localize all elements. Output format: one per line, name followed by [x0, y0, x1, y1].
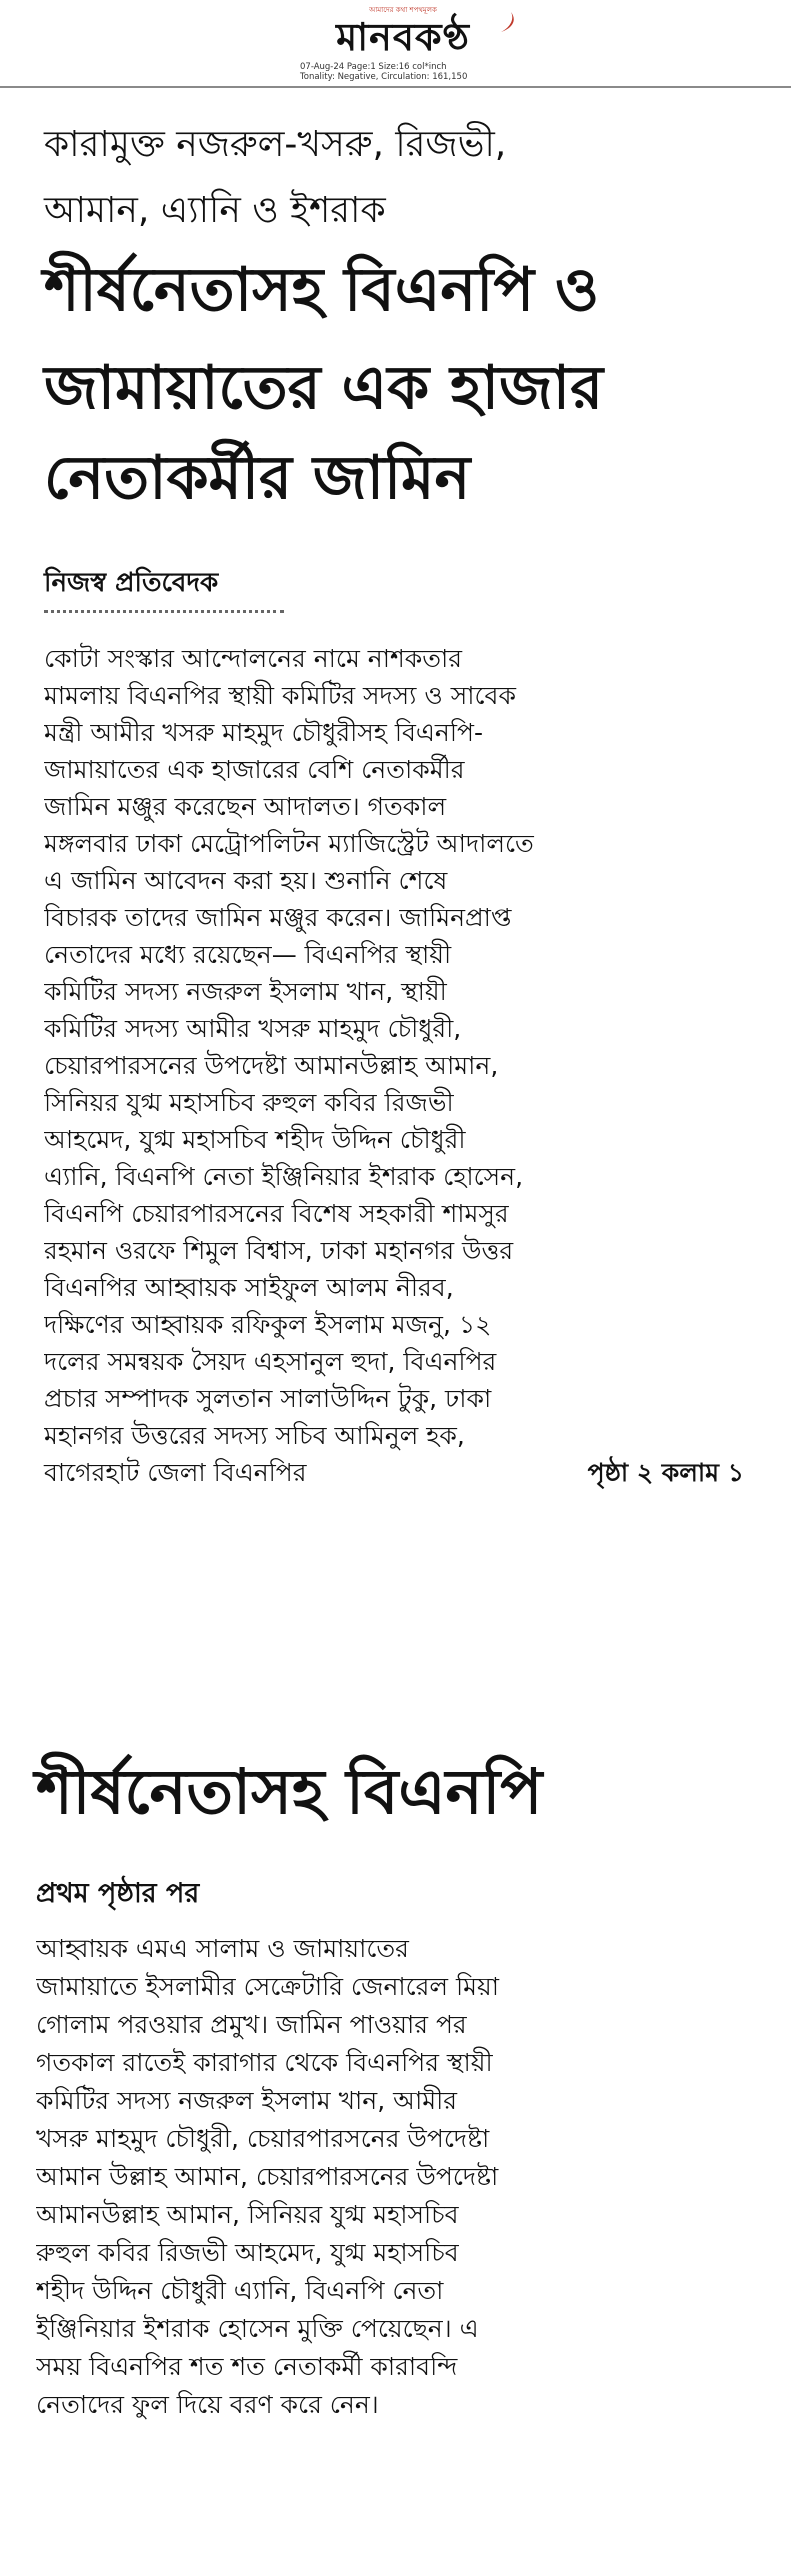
body-last-line-text: বাগেরহাট জেলা বিএনপির: [44, 1458, 307, 1487]
continuation-body-line: খসরু মাহমুদ চৌধুরী, চেয়ারপারসনের উপদেষ্টা: [36, 2124, 490, 2153]
byline: নিজস্ব প্রতিবেদক: [44, 568, 219, 598]
headline-line-3: নেতাকর্মীর জামিন: [44, 443, 471, 513]
continuation-body-line: জামায়াতে ইসলামীর সেক্রেটারি জেনারেল মিয়া: [36, 1972, 499, 2001]
headline-line-2: জামায়াতের এক হাজার: [44, 353, 604, 423]
body-line: আহমেদ, যুগ্ম মহাসচিব শহীদ উদ্দিন চৌধুরী: [44, 1125, 466, 1154]
body-line: কোটা সংস্কার আন্দোলনের নামে নাশকতার: [44, 644, 463, 673]
body-line: সিনিয়র যুগ্ম মহাসচিব রুহুল কবির রিজভী: [44, 1088, 454, 1117]
body-line: মামলায় বিএনপির স্থায়ী কমিটির সদস্য ও সাবেক: [44, 681, 516, 710]
logo-swoosh-icon: [497, 10, 519, 36]
body-line: জামিন মঞ্জুর করেছেন আদালত। গতকাল: [44, 792, 447, 821]
clipping-meta-page: 07-Aug-24 Page:1 Size:16 col*inch: [300, 62, 447, 72]
body-line: মঙ্গলবার ঢাকা মেট্রোপলিটন ম্যাজিস্ট্রেট আদালতে: [44, 829, 534, 858]
continuation-subhead: প্রথম পৃষ্ঠার পর: [36, 1878, 200, 1909]
continuation-body-line: আহ্বায়ক এমএ সালাম ও জামায়াতের: [36, 1934, 409, 1963]
newspaper-logo: [283, 6, 523, 62]
body-line: রহমান ওরফে শিমুল বিশ্বাস, ঢাকা মহানগর উত্তর: [44, 1236, 514, 1265]
logo-tagline: আমাদের কথা শপথমূলক: [369, 6, 437, 14]
body-line: জামায়াতের এক হাজারের বেশি নেতাকর্মীর: [44, 755, 465, 784]
continued-on-page-label: পৃষ্ঠা ২ কলাম ১: [587, 1458, 744, 1487]
body-line: এ্যানি, বিএনপি নেতা ইঞ্জিনিয়ার ইশরাক হোসেন,: [44, 1162, 524, 1191]
continuation-body-line: আমানউল্লাহ আমান, সিনিয়র যুগ্ম মহাসচিব: [36, 2200, 459, 2229]
kicker-line-2: আমান, এ্যানি ও ইশরাক: [44, 190, 386, 231]
continuation-body: [36, 1930, 748, 2424]
continuation-body-line: ইঞ্জিনিয়ার ইশরাক হোসেন মুক্তি পেয়েছেন। এ: [36, 2314, 479, 2343]
masthead-divider: [0, 86, 791, 88]
body-line: এ জামিন আবেদন করা হয়। শুনানি শেষে: [44, 866, 448, 895]
body-last-line: [44, 1454, 744, 1491]
headline-line-1: শীর্ষনেতাসহ বিএনপি ও: [44, 255, 600, 325]
masthead: [0, 0, 791, 96]
continuation-body-line: কমিটির সদস্য নজরুল ইসলাম খান, আমীর: [36, 2086, 458, 2115]
continuation-body-line: গোলাম পরওয়ার প্রমুখ। জামিন পাওয়ার পর: [36, 2010, 467, 2039]
body-line: বিএনপির আহ্বায়ক সাইফুল আলম নীরব,: [44, 1273, 454, 1302]
continuation-body-line: রুহুল কবির রিজভী আহমেদ, যুগ্ম মহাসচিব: [36, 2238, 459, 2267]
byline-dotted-divider: [44, 610, 284, 613]
continuation-body-line: শহীদ উদ্দিন চৌধুরী এ্যানি, বিএনপি নেতা: [36, 2276, 444, 2305]
body-line: চেয়ারপারসনের উপদেষ্টা আমানউল্লাহ আমান,: [44, 1051, 499, 1080]
body-line: বিএনপি চেয়ারপারসনের বিশেষ সহকারী শামসুর: [44, 1199, 509, 1228]
article-body: [44, 640, 744, 1491]
continuation-body-line: নেতাদের ফুল দিয়ে বরণ করে নেন।: [36, 2390, 379, 2419]
body-line: বিচারক তাদের জামিন মঞ্জুর করেন। জামিনপ্রাপ্ত: [44, 903, 512, 932]
kicker-line-1: কারামুক্ত নজরুল-খসরু, রিজভী,: [44, 124, 507, 165]
clipping-meta-tonality: Tonality: Negative, Circulation: 161,150: [300, 72, 468, 82]
body-line: মহানগর উত্তরের সদস্য সচিব আমিনুল হক,: [44, 1421, 465, 1450]
continuation-headline: শীর্ষনেতাসহ বিএনপি: [36, 1755, 543, 1828]
body-line: কমিটির সদস্য নজরুল ইসলাম খান, স্থায়ী: [44, 977, 447, 1006]
body-line: নেতাদের মধ্যে রয়েছেন— বিএনপির স্থায়ী: [44, 940, 452, 969]
continuation-body-line: সময় বিএনপির শত শত নেতাকর্মী কারাবন্দি: [36, 2352, 458, 2381]
body-line: দক্ষিণের আহ্বায়ক রফিকুল ইসলাম মজনু, ১২: [44, 1310, 492, 1339]
body-line: প্রচার সম্পাদক সুলতান সালাউদ্দিন টুকু, ঢাকা: [44, 1384, 492, 1413]
body-line: মন্ত্রী আমীর খসরু মাহমুদ চৌধুরীসহ বিএনপি-: [44, 718, 483, 747]
logo-name: মানবকণ্ঠ: [336, 14, 470, 59]
continuation-body-line: গতকাল রাতেই কারাগার থেকে বিএনপির স্থায়ী: [36, 2048, 493, 2077]
body-line: দলের সমন্বয়ক সৈয়দ এহসানুল হুদা, বিএনপির: [44, 1347, 497, 1376]
body-line: কমিটির সদস্য আমীর খসরু মাহমুদ চৌধুরী,: [44, 1014, 462, 1043]
continuation-body-line: আমান উল্লাহ আমান, চেয়ারপারসনের উপদেষ্টা: [36, 2162, 499, 2191]
